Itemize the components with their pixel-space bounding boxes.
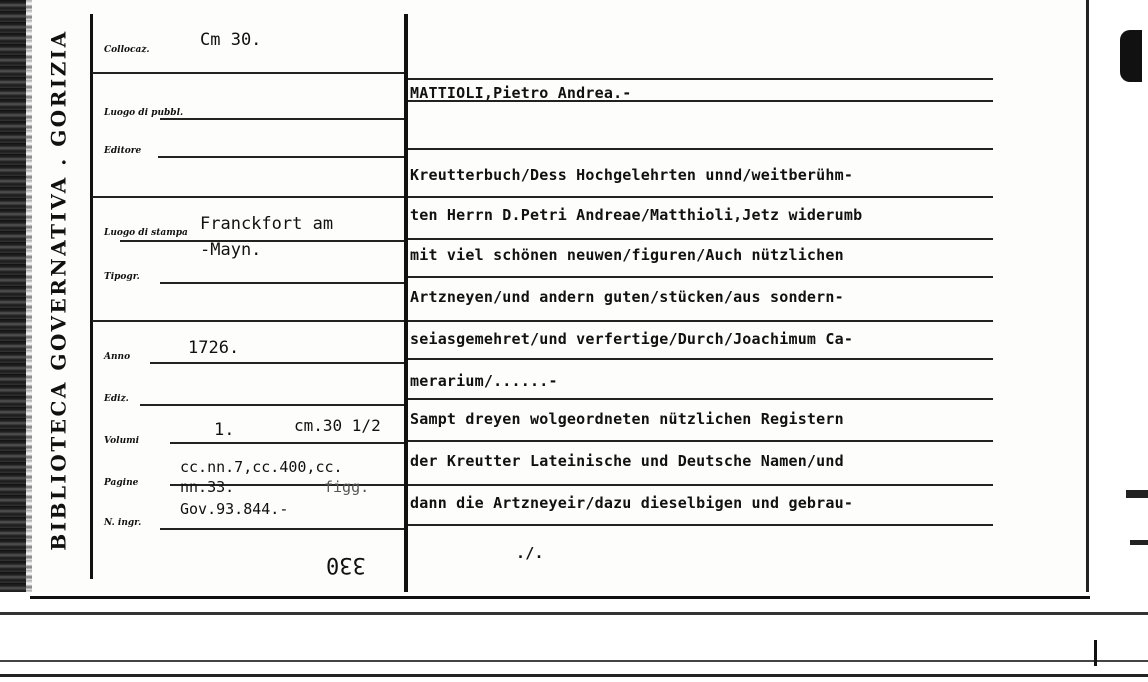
title-line-4: Artzneyen/und andern guten/stücken/aus sondern-	[410, 288, 844, 306]
rule	[408, 196, 993, 198]
rule	[160, 118, 404, 120]
scan-mark	[1094, 640, 1097, 666]
title-line-1: Kreutterbuch/Dess Hochgelehrten unnd/weitberühm-	[410, 166, 854, 184]
rule	[92, 72, 404, 74]
anno-label: Anno	[104, 352, 131, 362]
scan-mark-right	[1126, 490, 1148, 498]
rule	[160, 528, 404, 530]
scan-mark-right	[1130, 540, 1148, 545]
library-stamp	[36, 30, 82, 550]
luogo-stampa-value-line2: -Mayn.	[200, 240, 262, 260]
rule	[408, 148, 993, 150]
pagine-value-line1: cc.nn.7,cc.400,cc.	[180, 458, 343, 476]
formato-value: cm.30 1/2	[294, 416, 381, 435]
rule	[408, 320, 993, 322]
scan-mark-right	[1120, 30, 1142, 82]
rule	[120, 240, 404, 242]
pagine-value-extra: figg.	[324, 478, 370, 496]
collocazione-label: Collocaz.	[104, 45, 150, 55]
scan-margin-bottom	[0, 592, 1148, 682]
author-heading: MATTIOLI,Pietro Andrea.-	[410, 84, 632, 102]
binding-edge-light	[26, 0, 32, 682]
end-mark: ./.	[516, 544, 544, 562]
rule	[92, 196, 404, 198]
title-line-6: merarium/......-	[410, 372, 558, 390]
rule	[92, 320, 404, 322]
volumi-label: Volumi	[104, 436, 140, 446]
title-line-5: seiasgemehret/und verfertige/Durch/Joachimum Ca-	[410, 330, 854, 348]
edizione-label: Ediz.	[104, 394, 129, 404]
editore-label: Editore	[104, 146, 142, 156]
library-stamp-text: BIBLIOTECA GOVERNATIVA . GORIZIA	[47, 29, 72, 551]
title-line-2: ten Herrn D.Petri Andreae/Matthioli,Jetz widerumb	[410, 206, 863, 224]
anno-value: 1726.	[188, 338, 240, 358]
luogo-stampa-label: Luogo di stampa	[104, 228, 188, 238]
collocazione-value: Cm 30.	[200, 30, 262, 50]
left-column-rule	[90, 14, 93, 579]
title-line-9: dann die Artzneyeir/dazu dieselbigen und gebrau-	[410, 494, 854, 512]
pagine-label: Pagine	[104, 478, 139, 488]
ingresso-label: N. ingr.	[104, 518, 142, 528]
card-bottom-edge	[30, 596, 1090, 599]
scan-margin-right	[1088, 0, 1148, 600]
luogo-pubbl-label: Luogo di pubbl.	[104, 108, 184, 118]
scan-line	[0, 674, 1148, 677]
ingresso-value: Gov.93.844.-	[180, 500, 289, 518]
title-line-7: Sampt dreyen wolgeordneten nützlichen Registern	[410, 410, 844, 428]
rule	[160, 282, 404, 284]
binding-edge	[0, 0, 26, 682]
rule	[408, 358, 993, 360]
pagine-value-line2: nn.33.	[180, 478, 235, 496]
rule	[408, 524, 993, 526]
volumi-value: 1.	[214, 420, 235, 440]
rule	[408, 276, 993, 278]
tipografo-label: Tipogr.	[104, 272, 140, 282]
rule	[170, 442, 404, 444]
title-line-3: mit viel schönen neuwen/figuren/Auch nützlichen	[410, 246, 844, 264]
rule	[408, 440, 993, 442]
card-right-edge	[1086, 0, 1089, 598]
title-line-8: der Kreutter Lateinische und Deutsche Namen/und	[410, 452, 844, 470]
rule	[408, 238, 993, 240]
rule	[408, 78, 993, 80]
rule	[158, 156, 404, 158]
scan-line	[0, 660, 1148, 662]
rule	[140, 404, 404, 406]
card-number: 330	[326, 552, 366, 577]
rule	[408, 484, 993, 486]
luogo-stampa-value-line1: Franckfort am	[200, 214, 334, 234]
rule	[150, 362, 404, 364]
scan-line	[0, 612, 1148, 615]
rule	[408, 398, 993, 400]
